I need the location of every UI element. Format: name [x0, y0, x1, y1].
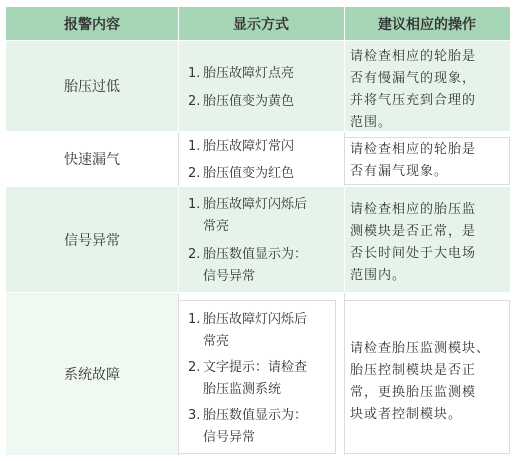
alarm-cell: 信号异常: [64, 232, 120, 249]
header-display-mode: 显示方式: [233, 16, 289, 33]
action-cell: 请检查胎压监测模块、 胎压控制模块是否正 常，更换胎压监测模 块或者控制模块。: [350, 341, 491, 422]
header-alarm-content: 报警内容: [64, 16, 120, 33]
action-cell: 请检查相应的胎压监 测模块是否正常，是 否长时间处于大电场 范围内。: [350, 202, 477, 283]
header-suggested-action: 建议相应的操作: [378, 16, 476, 33]
alarm-cell: 胎压过低: [64, 79, 120, 95]
action-cell: 请检查相应的轮胎是 否有漏气现象。: [350, 142, 477, 179]
action-cell: 请检查相应的轮胎是 否有慢漏气的现象， 并将气压充到合理的 范围。: [350, 49, 477, 130]
alarm-cell: 系统故障: [6, 293, 178, 455]
alarm-cell: 快速漏气: [64, 152, 120, 168]
table-header: [6, 7, 510, 40]
